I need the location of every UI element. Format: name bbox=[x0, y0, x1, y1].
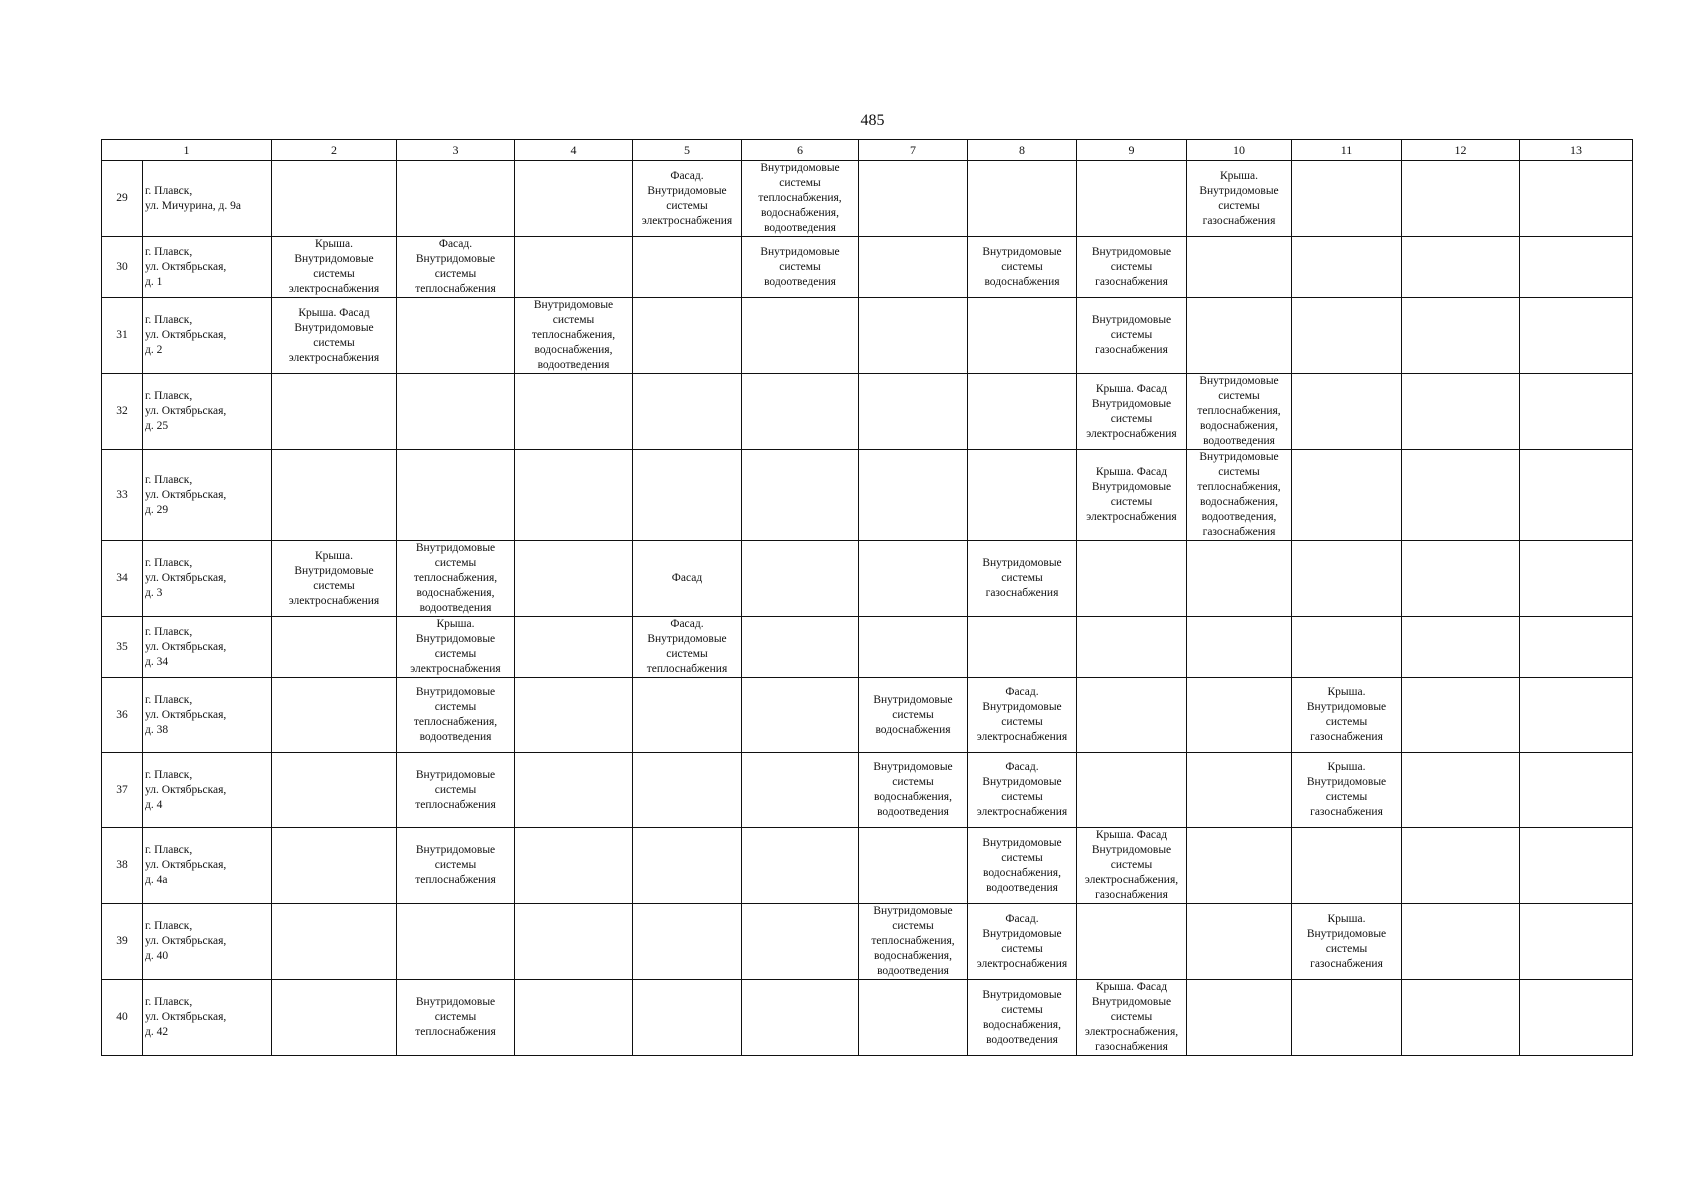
work-cell-col-11 bbox=[1292, 541, 1402, 617]
work-cell-col-5: Фасад. Внутридомовые системы электроснабжения bbox=[633, 161, 742, 237]
work-cell-col-7 bbox=[859, 617, 968, 678]
work-cell-col-5 bbox=[633, 980, 742, 1056]
work-cell-col-12 bbox=[1402, 828, 1520, 904]
table-header-row bbox=[102, 140, 1633, 161]
row-number: 35 bbox=[102, 617, 143, 678]
work-cell-col-6 bbox=[742, 904, 859, 980]
work-cell-col-3: Внутридомовые системы теплоснабжения bbox=[397, 753, 515, 828]
column-header-7: 7 bbox=[859, 140, 968, 161]
work-cell-col-2: Крыша. Внутридомовые системы электроснабжения bbox=[272, 541, 397, 617]
work-cell-col-4: Внутридомовые системы теплоснабжения, водоснабжения, водоотведения bbox=[515, 298, 633, 374]
address-cell: г. Плавск, ул. Октябрьская, д. 4а bbox=[143, 828, 272, 904]
address-cell: г. Плавск, ул. Октябрьская, д. 1 bbox=[143, 237, 272, 298]
work-cell-col-13 bbox=[1520, 904, 1633, 980]
table-row bbox=[102, 980, 1633, 1056]
work-cell-col-8 bbox=[968, 161, 1077, 237]
row-number: 30 bbox=[102, 237, 143, 298]
work-cell-col-5 bbox=[633, 828, 742, 904]
work-cell-col-7 bbox=[859, 298, 968, 374]
work-cell-col-10 bbox=[1187, 298, 1292, 374]
table-row bbox=[102, 541, 1633, 617]
column-header-8: 8 bbox=[968, 140, 1077, 161]
column-header-3: 3 bbox=[397, 140, 515, 161]
column-header-11: 11 bbox=[1292, 140, 1402, 161]
work-cell-col-2 bbox=[272, 753, 397, 828]
work-cell-col-12 bbox=[1402, 374, 1520, 450]
work-cell-col-12 bbox=[1402, 980, 1520, 1056]
work-cell-col-5 bbox=[633, 450, 742, 541]
work-cell-col-12 bbox=[1402, 237, 1520, 298]
work-cell-col-13 bbox=[1520, 374, 1633, 450]
work-cell-col-3: Крыша. Внутридомовые системы электроснабжения bbox=[397, 617, 515, 678]
work-cell-col-3 bbox=[397, 374, 515, 450]
row-number: 37 bbox=[102, 753, 143, 828]
work-cell-col-3 bbox=[397, 161, 515, 237]
work-cell-col-9 bbox=[1077, 678, 1187, 753]
work-cell-col-6 bbox=[742, 828, 859, 904]
work-cell-col-5: Фасад. Внутридомовые системы теплоснабжения bbox=[633, 617, 742, 678]
work-cell-col-2 bbox=[272, 450, 397, 541]
work-cell-col-8 bbox=[968, 450, 1077, 541]
work-cell-col-10 bbox=[1187, 617, 1292, 678]
work-cell-col-9 bbox=[1077, 541, 1187, 617]
address-cell: г. Плавск, ул. Октябрьская, д. 29 bbox=[143, 450, 272, 541]
work-cell-col-8: Внутридомовые системы газоснабжения bbox=[968, 541, 1077, 617]
work-cell-col-3 bbox=[397, 298, 515, 374]
work-cell-col-6 bbox=[742, 980, 859, 1056]
work-cell-col-10 bbox=[1187, 980, 1292, 1056]
table-body bbox=[102, 161, 1633, 1056]
work-cell-col-2: Крыша. Фасад Внутридомовые системы электроснабжения bbox=[272, 298, 397, 374]
work-cell-col-9: Внутридомовые системы газоснабжения bbox=[1077, 237, 1187, 298]
work-cell-col-8: Внутридомовые системы водоснабжения bbox=[968, 237, 1077, 298]
work-cell-col-11: Крыша. Внутридомовые системы газоснабжения bbox=[1292, 678, 1402, 753]
work-cell-col-7: Внутридомовые системы водоснабжения bbox=[859, 678, 968, 753]
work-cell-col-10 bbox=[1187, 678, 1292, 753]
work-cell-col-6: Внутридомовые системы водоотведения bbox=[742, 237, 859, 298]
table-row bbox=[102, 450, 1633, 541]
table-row bbox=[102, 374, 1633, 450]
work-cell-col-7: Внутридомовые системы водоснабжения, водоотведения bbox=[859, 753, 968, 828]
work-cell-col-12 bbox=[1402, 450, 1520, 541]
work-cell-col-2 bbox=[272, 161, 397, 237]
address-cell: г. Плавск, ул. Октябрьская, д. 34 bbox=[143, 617, 272, 678]
work-cell-col-4 bbox=[515, 678, 633, 753]
work-cell-col-10: Внутридомовые системы теплоснабжения, водоснабжения, водоотведения, газоснабжения bbox=[1187, 450, 1292, 541]
work-cell-col-5: Фасад bbox=[633, 541, 742, 617]
work-cell-col-4 bbox=[515, 541, 633, 617]
work-cell-col-8 bbox=[968, 298, 1077, 374]
row-number: 39 bbox=[102, 904, 143, 980]
work-cell-col-4 bbox=[515, 161, 633, 237]
work-cell-col-6 bbox=[742, 450, 859, 541]
column-header-4: 4 bbox=[515, 140, 633, 161]
table-row bbox=[102, 753, 1633, 828]
work-cell-col-9: Внутридомовые системы газоснабжения bbox=[1077, 298, 1187, 374]
work-cell-col-8: Внутридомовые системы водоснабжения, водоотведения bbox=[968, 828, 1077, 904]
work-cell-col-11 bbox=[1292, 298, 1402, 374]
row-number: 36 bbox=[102, 678, 143, 753]
work-cell-col-9 bbox=[1077, 161, 1187, 237]
work-cell-col-8: Фасад. Внутридомовые системы электроснабжения bbox=[968, 678, 1077, 753]
work-cell-col-13 bbox=[1520, 450, 1633, 541]
work-cell-col-4 bbox=[515, 617, 633, 678]
work-cell-col-7 bbox=[859, 828, 968, 904]
column-header-6: 6 bbox=[742, 140, 859, 161]
table-row bbox=[102, 617, 1633, 678]
work-cell-col-7: Внутридомовые системы теплоснабжения, водоснабжения, водоотведения bbox=[859, 904, 968, 980]
work-cell-col-10 bbox=[1187, 541, 1292, 617]
work-cell-col-13 bbox=[1520, 828, 1633, 904]
work-cell-col-10 bbox=[1187, 904, 1292, 980]
work-cell-col-5 bbox=[633, 298, 742, 374]
work-cell-col-9: Крыша. Фасад Внутридомовые системы электроснабжения bbox=[1077, 450, 1187, 541]
work-cell-col-12 bbox=[1402, 617, 1520, 678]
work-cell-col-13 bbox=[1520, 298, 1633, 374]
work-cell-col-9 bbox=[1077, 753, 1187, 828]
work-cell-col-2: Крыша. Внутридомовые системы электроснабжения bbox=[272, 237, 397, 298]
address-cell: г. Плавск, ул. Октябрьская, д. 4 bbox=[143, 753, 272, 828]
work-cell-col-8 bbox=[968, 617, 1077, 678]
row-number: 33 bbox=[102, 450, 143, 541]
work-cell-col-7 bbox=[859, 450, 968, 541]
work-cell-col-13 bbox=[1520, 980, 1633, 1056]
work-cell-col-13 bbox=[1520, 541, 1633, 617]
work-cell-col-12 bbox=[1402, 678, 1520, 753]
work-cell-col-4 bbox=[515, 237, 633, 298]
row-number: 31 bbox=[102, 298, 143, 374]
work-cell-col-11: Крыша. Внутридомовые системы газоснабжения bbox=[1292, 753, 1402, 828]
column-header-13: 13 bbox=[1520, 140, 1633, 161]
address-cell: г. Плавск, ул. Октябрьская, д. 2 bbox=[143, 298, 272, 374]
work-cell-col-9 bbox=[1077, 904, 1187, 980]
table-row bbox=[102, 161, 1633, 237]
work-cell-col-3 bbox=[397, 450, 515, 541]
work-cell-col-4 bbox=[515, 374, 633, 450]
work-cell-col-7 bbox=[859, 237, 968, 298]
work-cell-col-4 bbox=[515, 904, 633, 980]
work-cell-col-2 bbox=[272, 980, 397, 1056]
work-cell-col-5 bbox=[633, 237, 742, 298]
work-cell-col-3: Внутридомовые системы теплоснабжения, водоотведения bbox=[397, 678, 515, 753]
work-cell-col-9: Крыша. Фасад Внутридомовые системы электроснабжения, газоснабжения bbox=[1077, 980, 1187, 1056]
work-cell-col-11 bbox=[1292, 237, 1402, 298]
work-cell-col-6 bbox=[742, 541, 859, 617]
column-header-2: 2 bbox=[272, 140, 397, 161]
column-header-1: 1 bbox=[102, 140, 272, 161]
work-cell-col-3: Фасад. Внутридомовые системы теплоснабжения bbox=[397, 237, 515, 298]
work-cell-col-6 bbox=[742, 753, 859, 828]
work-cell-col-9 bbox=[1077, 617, 1187, 678]
table-row bbox=[102, 298, 1633, 374]
work-cell-col-2 bbox=[272, 374, 397, 450]
row-number: 29 bbox=[102, 161, 143, 237]
work-cell-col-4 bbox=[515, 828, 633, 904]
table-row bbox=[102, 237, 1633, 298]
work-cell-col-12 bbox=[1402, 541, 1520, 617]
table-row bbox=[102, 828, 1633, 904]
work-cell-col-11 bbox=[1292, 450, 1402, 541]
work-cell-col-13 bbox=[1520, 678, 1633, 753]
address-cell: г. Плавск, ул. Октябрьская, д. 38 bbox=[143, 678, 272, 753]
work-cell-col-9: Крыша. Фасад Внутридомовые системы электроснабжения bbox=[1077, 374, 1187, 450]
address-cell: г. Плавск, ул. Октябрьская, д. 40 bbox=[143, 904, 272, 980]
work-cell-col-9: Крыша. Фасад Внутридомовые системы электроснабжения, газоснабжения bbox=[1077, 828, 1187, 904]
work-cell-col-11 bbox=[1292, 980, 1402, 1056]
row-number: 34 bbox=[102, 541, 143, 617]
work-cell-col-4 bbox=[515, 980, 633, 1056]
work-cell-col-5 bbox=[633, 753, 742, 828]
work-cell-col-2 bbox=[272, 828, 397, 904]
work-cell-col-10 bbox=[1187, 828, 1292, 904]
work-cell-col-6 bbox=[742, 617, 859, 678]
work-cell-col-12 bbox=[1402, 161, 1520, 237]
address-cell: г. Плавск, ул. Мичурина, д. 9а bbox=[143, 161, 272, 237]
page-number: 485 bbox=[860, 112, 885, 129]
work-cell-col-7 bbox=[859, 541, 968, 617]
work-cell-col-11 bbox=[1292, 828, 1402, 904]
work-cell-col-13 bbox=[1520, 237, 1633, 298]
work-cell-col-8: Внутридомовые системы водоснабжения, водоотведения bbox=[968, 980, 1077, 1056]
work-cell-col-13 bbox=[1520, 617, 1633, 678]
work-cell-col-13 bbox=[1520, 753, 1633, 828]
table-row bbox=[102, 678, 1633, 753]
column-header-9: 9 bbox=[1077, 140, 1187, 161]
work-cell-col-3 bbox=[397, 904, 515, 980]
address-cell: г. Плавск, ул. Октябрьская, д. 25 bbox=[143, 374, 272, 450]
work-cell-col-11 bbox=[1292, 374, 1402, 450]
work-cell-col-2 bbox=[272, 904, 397, 980]
work-cell-col-11 bbox=[1292, 617, 1402, 678]
work-cell-col-4 bbox=[515, 753, 633, 828]
work-cell-col-7 bbox=[859, 980, 968, 1056]
column-header-12: 12 bbox=[1402, 140, 1520, 161]
repair-schedule-table bbox=[101, 139, 1633, 1056]
work-cell-col-6: Внутридомовые системы теплоснабжения, водоснабжения, водоотведения bbox=[742, 161, 859, 237]
work-cell-col-7 bbox=[859, 161, 968, 237]
work-cell-col-3: Внутридомовые системы теплоснабжения bbox=[397, 828, 515, 904]
work-cell-col-11: Крыша. Внутридомовые системы газоснабжения bbox=[1292, 904, 1402, 980]
work-cell-col-6 bbox=[742, 298, 859, 374]
address-cell: г. Плавск, ул. Октябрьская, д. 42 bbox=[143, 980, 272, 1056]
work-cell-col-10 bbox=[1187, 237, 1292, 298]
work-cell-col-8: Фасад. Внутридомовые системы электроснабжения bbox=[968, 753, 1077, 828]
work-cell-col-10: Крыша. Внутридомовые системы газоснабжения bbox=[1187, 161, 1292, 237]
work-cell-col-7 bbox=[859, 374, 968, 450]
work-cell-col-2 bbox=[272, 678, 397, 753]
work-cell-col-11 bbox=[1292, 161, 1402, 237]
work-cell-col-12 bbox=[1402, 298, 1520, 374]
address-cell: г. Плавск, ул. Октябрьская, д. 3 bbox=[143, 541, 272, 617]
work-cell-col-12 bbox=[1402, 753, 1520, 828]
work-cell-col-8: Фасад. Внутридомовые системы электроснабжения bbox=[968, 904, 1077, 980]
work-cell-col-3: Внутридомовые системы теплоснабжения, водоснабжения, водоотведения bbox=[397, 541, 515, 617]
work-cell-col-6 bbox=[742, 374, 859, 450]
work-cell-col-12 bbox=[1402, 904, 1520, 980]
work-cell-col-10: Внутридомовые системы теплоснабжения, водоснабжения, водоотведения bbox=[1187, 374, 1292, 450]
work-cell-col-8 bbox=[968, 374, 1077, 450]
work-cell-col-6 bbox=[742, 678, 859, 753]
row-number: 32 bbox=[102, 374, 143, 450]
work-cell-col-5 bbox=[633, 678, 742, 753]
work-cell-col-3: Внутридомовые системы теплоснабжения bbox=[397, 980, 515, 1056]
work-cell-col-5 bbox=[633, 904, 742, 980]
column-header-10: 10 bbox=[1187, 140, 1292, 161]
work-cell-col-2 bbox=[272, 617, 397, 678]
column-header-5: 5 bbox=[633, 140, 742, 161]
work-cell-col-10 bbox=[1187, 753, 1292, 828]
work-cell-col-4 bbox=[515, 450, 633, 541]
row-number: 40 bbox=[102, 980, 143, 1056]
work-cell-col-13 bbox=[1520, 161, 1633, 237]
row-number: 38 bbox=[102, 828, 143, 904]
work-cell-col-5 bbox=[633, 374, 742, 450]
table-row bbox=[102, 904, 1633, 980]
